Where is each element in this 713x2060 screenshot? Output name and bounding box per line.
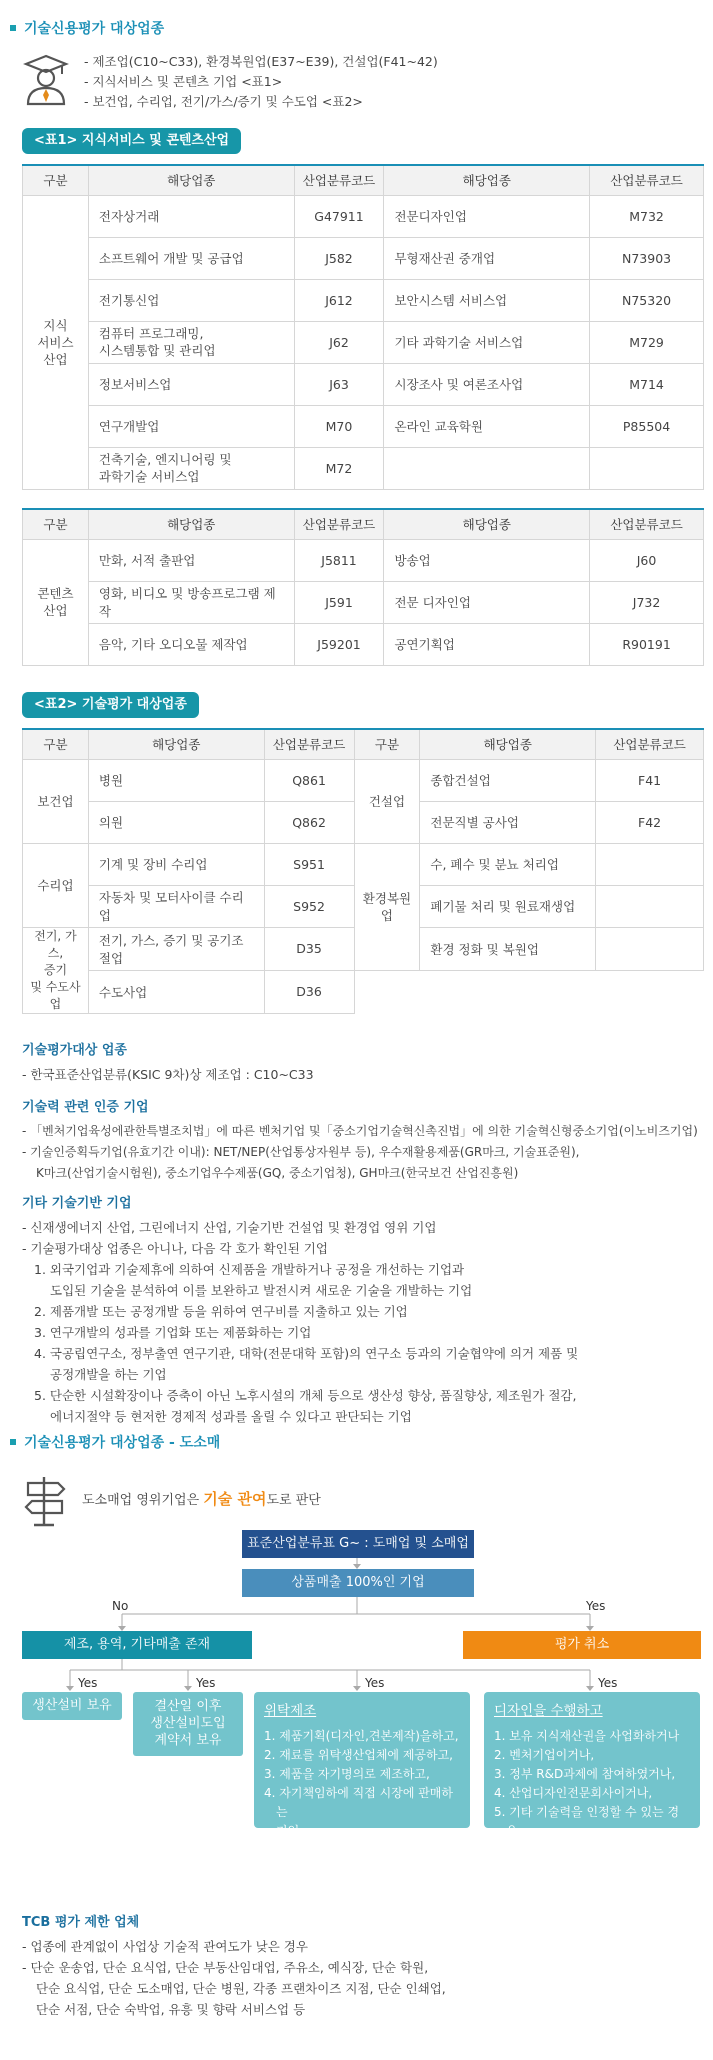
col-header: 산업분류코드 — [590, 165, 704, 195]
cell: 전문 디자인업 — [384, 581, 590, 623]
cell: 시장조사 및 여론조사업 — [384, 363, 590, 405]
box-item: 2. 재료를 위탁생산업체에 제공하고, — [264, 1748, 453, 1762]
cell — [596, 843, 704, 885]
cell: 소프트웨어 개발 및 공급업 — [88, 237, 294, 279]
cell: S952 — [264, 885, 354, 927]
flow-box-design — [484, 1692, 700, 1838]
table1-pill: <표1> 지식서비스 및 콘텐츠산업 — [22, 128, 241, 154]
box-heading: 위탁제조 — [264, 1703, 317, 1719]
cell: J732 — [590, 581, 704, 623]
cell: 전문디자인업 — [384, 195, 590, 237]
col-header: 해당업종 — [88, 165, 294, 195]
box-list — [264, 1727, 460, 1841]
section-title — [10, 18, 164, 38]
cell — [596, 885, 704, 927]
cell: F42 — [596, 801, 704, 843]
col-header: 산업분류코드 — [294, 165, 384, 195]
cell: 전기, 가스, 증기 및 공기조절업 — [88, 927, 264, 970]
table-row — [23, 321, 704, 363]
cell: 공연기획업 — [384, 623, 590, 665]
box-item: 2. 벤처기업이거나, — [494, 1748, 595, 1762]
cell: 전기통신업 — [88, 279, 294, 321]
intro-block — [22, 48, 682, 113]
judge-text — [82, 1488, 321, 1509]
col-header: 구분 — [23, 509, 89, 539]
box-item: 1. 보유 지식재산권을 사업화하거나 — [494, 1729, 680, 1743]
cell: N73903 — [590, 237, 704, 279]
cell — [384, 447, 590, 489]
empty-cell — [354, 970, 704, 1013]
intro-item: - 지식서비스 및 콘텐츠 기업 <표1> — [84, 74, 283, 89]
table-row — [23, 195, 704, 237]
table-header-row — [23, 165, 704, 195]
flow-label-yes: Yes — [196, 1676, 216, 1690]
group-cell: 수리업 — [23, 843, 89, 927]
cell: 건축기술, 엔지니어링 및 과학기술 서비스업 — [88, 447, 294, 489]
cell: 연구개발업 — [88, 405, 294, 447]
table-row — [23, 363, 704, 405]
section-title — [10, 1432, 220, 1452]
text-block-tcb — [22, 1912, 702, 2020]
criteria-item: 2. 제품개발 또는 공정개발 등을 위하여 연구비를 지출하고 있는 기업 — [34, 1304, 408, 1319]
cell: D35 — [264, 927, 354, 970]
flow-box-contract: 결산일 이후 생산설비도입 계약서 보유 — [133, 1692, 243, 1756]
cell: M714 — [590, 363, 704, 405]
cell: J60 — [590, 539, 704, 581]
cell: 기계 및 장비 수리업 — [88, 843, 264, 885]
text-line: K마크(산업기술시험원), 중소기업우수제품(GQ, 중소기업청), GH마크(한국보건 산업진흥원) — [36, 1166, 519, 1180]
box-heading: 디자인을 수행하고 — [494, 1703, 603, 1719]
cell: G47911 — [294, 195, 384, 237]
text-line: - 한국표준산업분류(KSIC 9차)상 제조업 : C10~C33 — [22, 1067, 314, 1082]
cell: N75320 — [590, 279, 704, 321]
box-item: 3. 정부 R&D과제에 참여하였거나, — [494, 1767, 676, 1781]
cell: 만화, 서적 출판업 — [88, 539, 294, 581]
cell: 보안시스템 서비스업 — [384, 279, 590, 321]
table-row — [23, 581, 704, 623]
criteria-item: 3. 연구개발의 성과를 기업화 또는 제품화하는 기업 — [34, 1325, 312, 1340]
intro-list — [84, 52, 438, 112]
table-row — [23, 759, 704, 801]
text-line: - 기술인증획득기업(유효기간 이내): NET/NEP(산업통상자원부 등), 우수재활용제품(GR마크, 기술표준원), — [22, 1145, 580, 1159]
cell: R90191 — [590, 623, 704, 665]
box-list — [494, 1727, 690, 1841]
judge-post: 도로 판단 — [266, 1493, 321, 1508]
cell: D36 — [264, 970, 354, 1013]
group-cell: 콘텐츠 산업 — [23, 539, 89, 665]
cell: J612 — [294, 279, 384, 321]
criteria-list — [22, 1259, 702, 1427]
text-block-certified — [22, 1097, 702, 1184]
flow-label-no: No — [112, 1599, 129, 1613]
criteria-item: 5. 단순한 시설확장이나 증축이 아닌 노후시설의 개체 등으로 생산성 향상, 품질향상, 제조원가 절감, 에너지절약 등 현저한 경제적 성과를 올릴 수 있다고 판단되는 기업 — [34, 1388, 577, 1424]
intro-item: - 보건업, 수리업, 전기/가스/증기 및 수도업 <표2> — [84, 94, 363, 109]
cell: J59201 — [294, 623, 384, 665]
table1 — [22, 164, 704, 490]
cell: 방송업 — [384, 539, 590, 581]
table-row — [23, 623, 704, 665]
table-row — [23, 405, 704, 447]
cell: 폐기물 처리 및 원료재생업 — [420, 885, 596, 927]
box-item: 4. 자기책임하에 직접 시장에 판매하는 기업 — [264, 1786, 453, 1838]
cell: S951 — [264, 843, 354, 885]
cell: 전문직별 공사업 — [420, 801, 596, 843]
text-heading: 기타 기술기반 기업 — [22, 1196, 132, 1211]
cell: 수도사업 — [88, 970, 264, 1013]
flow-label-yes: Yes — [586, 1599, 606, 1613]
table-row — [23, 539, 704, 581]
text-block-industry — [22, 1040, 702, 1085]
col-header: 산업분류코드 — [590, 509, 704, 539]
cell: F41 — [596, 759, 704, 801]
flow-box-right: 평가 취소 — [463, 1631, 701, 1659]
cell: 의원 — [88, 801, 264, 843]
col-header: 해당업종 — [420, 729, 596, 759]
cell: J63 — [294, 363, 384, 405]
table2 — [22, 728, 704, 1014]
criteria-item: 1. 외국기업과 기술제휴에 의하여 신제품을 개발하거나 공정을 개선하는 기업과 도입된 기술을 분석하여 이를 보완하고 발전시켜 새로운 기술을 개발하는 기업 — [34, 1262, 473, 1298]
table-row — [23, 447, 704, 489]
cell: 기타 과학기술 서비스업 — [384, 321, 590, 363]
text-line: - 신재생에너지 산업, 그린에너지 산업, 기술기반 건설업 및 환경업 영위 기업 — [22, 1220, 437, 1235]
col-header: 해당업종 — [88, 509, 294, 539]
cell: 전자상거래 — [88, 195, 294, 237]
bullet-square — [10, 1439, 16, 1445]
flow-label-yes: Yes — [365, 1676, 385, 1690]
cell: M732 — [590, 195, 704, 237]
intro-item: - 제조업(C10~C33), 환경복원업(E37~E39), 건설업(F41~42) — [84, 54, 438, 69]
section-title-text: 기술신용평가 대상업종 - 도소매 — [24, 1435, 221, 1451]
text-heading: 기술력 관련 인증 기업 — [22, 1100, 149, 1115]
col-header: 구분 — [354, 729, 420, 759]
group-cell: 지식 서비스 산업 — [23, 195, 89, 489]
table2-pill: <표2> 기술평가 대상업종 — [22, 692, 199, 718]
text-line: - 기술평가대상 업종은 아니나, 다음 각 호가 확인된 기업 — [22, 1241, 328, 1256]
cell: M729 — [590, 321, 704, 363]
flow-box-second: 상품매출 100%인 기업 — [242, 1569, 474, 1597]
cell: M70 — [294, 405, 384, 447]
judge-highlight: 기술 관여 — [203, 1490, 267, 1508]
col-header: 구분 — [23, 729, 89, 759]
col-header: 해당업종 — [88, 729, 264, 759]
flow-label-yes: Yes — [78, 1676, 98, 1690]
text-heading: 기술평가대상 업종 — [22, 1043, 127, 1058]
cell: 영화, 비디오 및 방송프로그램 제작 — [88, 581, 294, 623]
text-line: - 단순 운송업, 단순 요식업, 단순 부동산임대업, 주유소, 예식장, 단순 학원, — [22, 1960, 429, 1975]
cell: 병원 — [88, 759, 264, 801]
cell: 종합건설업 — [420, 759, 596, 801]
text-line: - 「벤처기업육성에관한특별조치법」에 따른 벤처기업 및「중소기업기술혁신촉진법」에 의한 기술혁신형중소기업(이노비즈기업) — [22, 1124, 698, 1138]
cell: 컴퓨터 프로그래밍, 시스템통합 및 관리업 — [88, 321, 294, 363]
cell: 정보서비스업 — [88, 363, 294, 405]
text-line: 단순 서점, 단순 숙박업, 유흥 및 향락 서비스업 등 — [36, 2002, 306, 2017]
text-heading: TCB 평가 제한 업체 — [22, 1915, 140, 1930]
box-item: 1. 제품기획(디자인,견본제작)을하고, — [264, 1729, 459, 1743]
text-line: - 업종에 관계없이 사업상 기술적 관여도가 낮은 경우 — [22, 1939, 308, 1954]
box-item: 4. 산업디자인전문회사이거나, — [494, 1786, 653, 1800]
text-block-other — [22, 1193, 702, 1427]
cell: Q862 — [264, 801, 354, 843]
cell: Q861 — [264, 759, 354, 801]
flow-box-equipment: 생산설비 보유 — [22, 1692, 122, 1720]
cell: 온라인 교육학원 — [384, 405, 590, 447]
table-header-row — [23, 729, 704, 759]
box-item: 5. 기타 기술력을 인정할 수 있는 경우 — [494, 1805, 680, 1838]
cell: P85504 — [590, 405, 704, 447]
cell: 자동차 및 모터사이클 수리업 — [88, 885, 264, 927]
cell: 수, 폐수 및 분뇨 처리업 — [420, 843, 596, 885]
cell: J62 — [294, 321, 384, 363]
cell — [590, 447, 704, 489]
cell: J582 — [294, 237, 384, 279]
cell: J5811 — [294, 539, 384, 581]
col-header: 해당업종 — [384, 165, 590, 195]
flow-box-top: 표준산업분류표 G~ : 도매업 및 소매업 — [242, 1530, 474, 1558]
cell: J591 — [294, 581, 384, 623]
table-row — [23, 843, 704, 885]
bullet-square — [10, 25, 16, 31]
col-header: 구분 — [23, 165, 89, 195]
group-cell: 전기, 가스, 증기 및 수도사업 — [23, 927, 89, 1013]
criteria-item: 4. 국공립연구소, 정부출연 연구기관, 대학(전문대학 포함)의 연구소 등과의 기술협약에 의거 제품 및 공정개발을 하는 기업 — [34, 1346, 579, 1382]
text-line: 단순 요식업, 단순 도소매업, 단순 병원, 각종 프랜차이즈 지점, 단순 인쇄업, — [36, 1981, 446, 1996]
col-header: 산업분류코드 — [596, 729, 704, 759]
judge-pre: 도소매업 영위기업은 — [82, 1493, 204, 1508]
cell — [596, 927, 704, 970]
col-header: 산업분류코드 — [264, 729, 354, 759]
section-title-text: 기술신용평가 대상업종 — [24, 21, 165, 37]
flow-label-yes: Yes — [598, 1676, 618, 1690]
group-cell: 환경복원업 — [354, 843, 420, 970]
group-cell: 건설업 — [354, 759, 420, 843]
group-cell: 보건업 — [23, 759, 89, 843]
flow-box-left: 제조, 용역, 기타매출 존재 — [22, 1631, 252, 1659]
col-header: 산업분류코드 — [294, 509, 384, 539]
flow-box-consignment — [254, 1692, 470, 1838]
table-row — [23, 970, 704, 1013]
table-header-row — [23, 509, 704, 539]
table1b — [22, 508, 704, 666]
cell: 환경 정화 및 복원업 — [420, 927, 596, 970]
table-row — [23, 237, 704, 279]
cell: 음악, 기타 오디오물 제작업 — [88, 623, 294, 665]
cell: M72 — [294, 447, 384, 489]
cell: 무형재산권 중개업 — [384, 237, 590, 279]
table-row — [23, 279, 704, 321]
col-header: 해당업종 — [384, 509, 590, 539]
box-item: 3. 제품을 자기명의로 제조하고, — [264, 1767, 430, 1781]
graduate-icon — [22, 54, 70, 106]
